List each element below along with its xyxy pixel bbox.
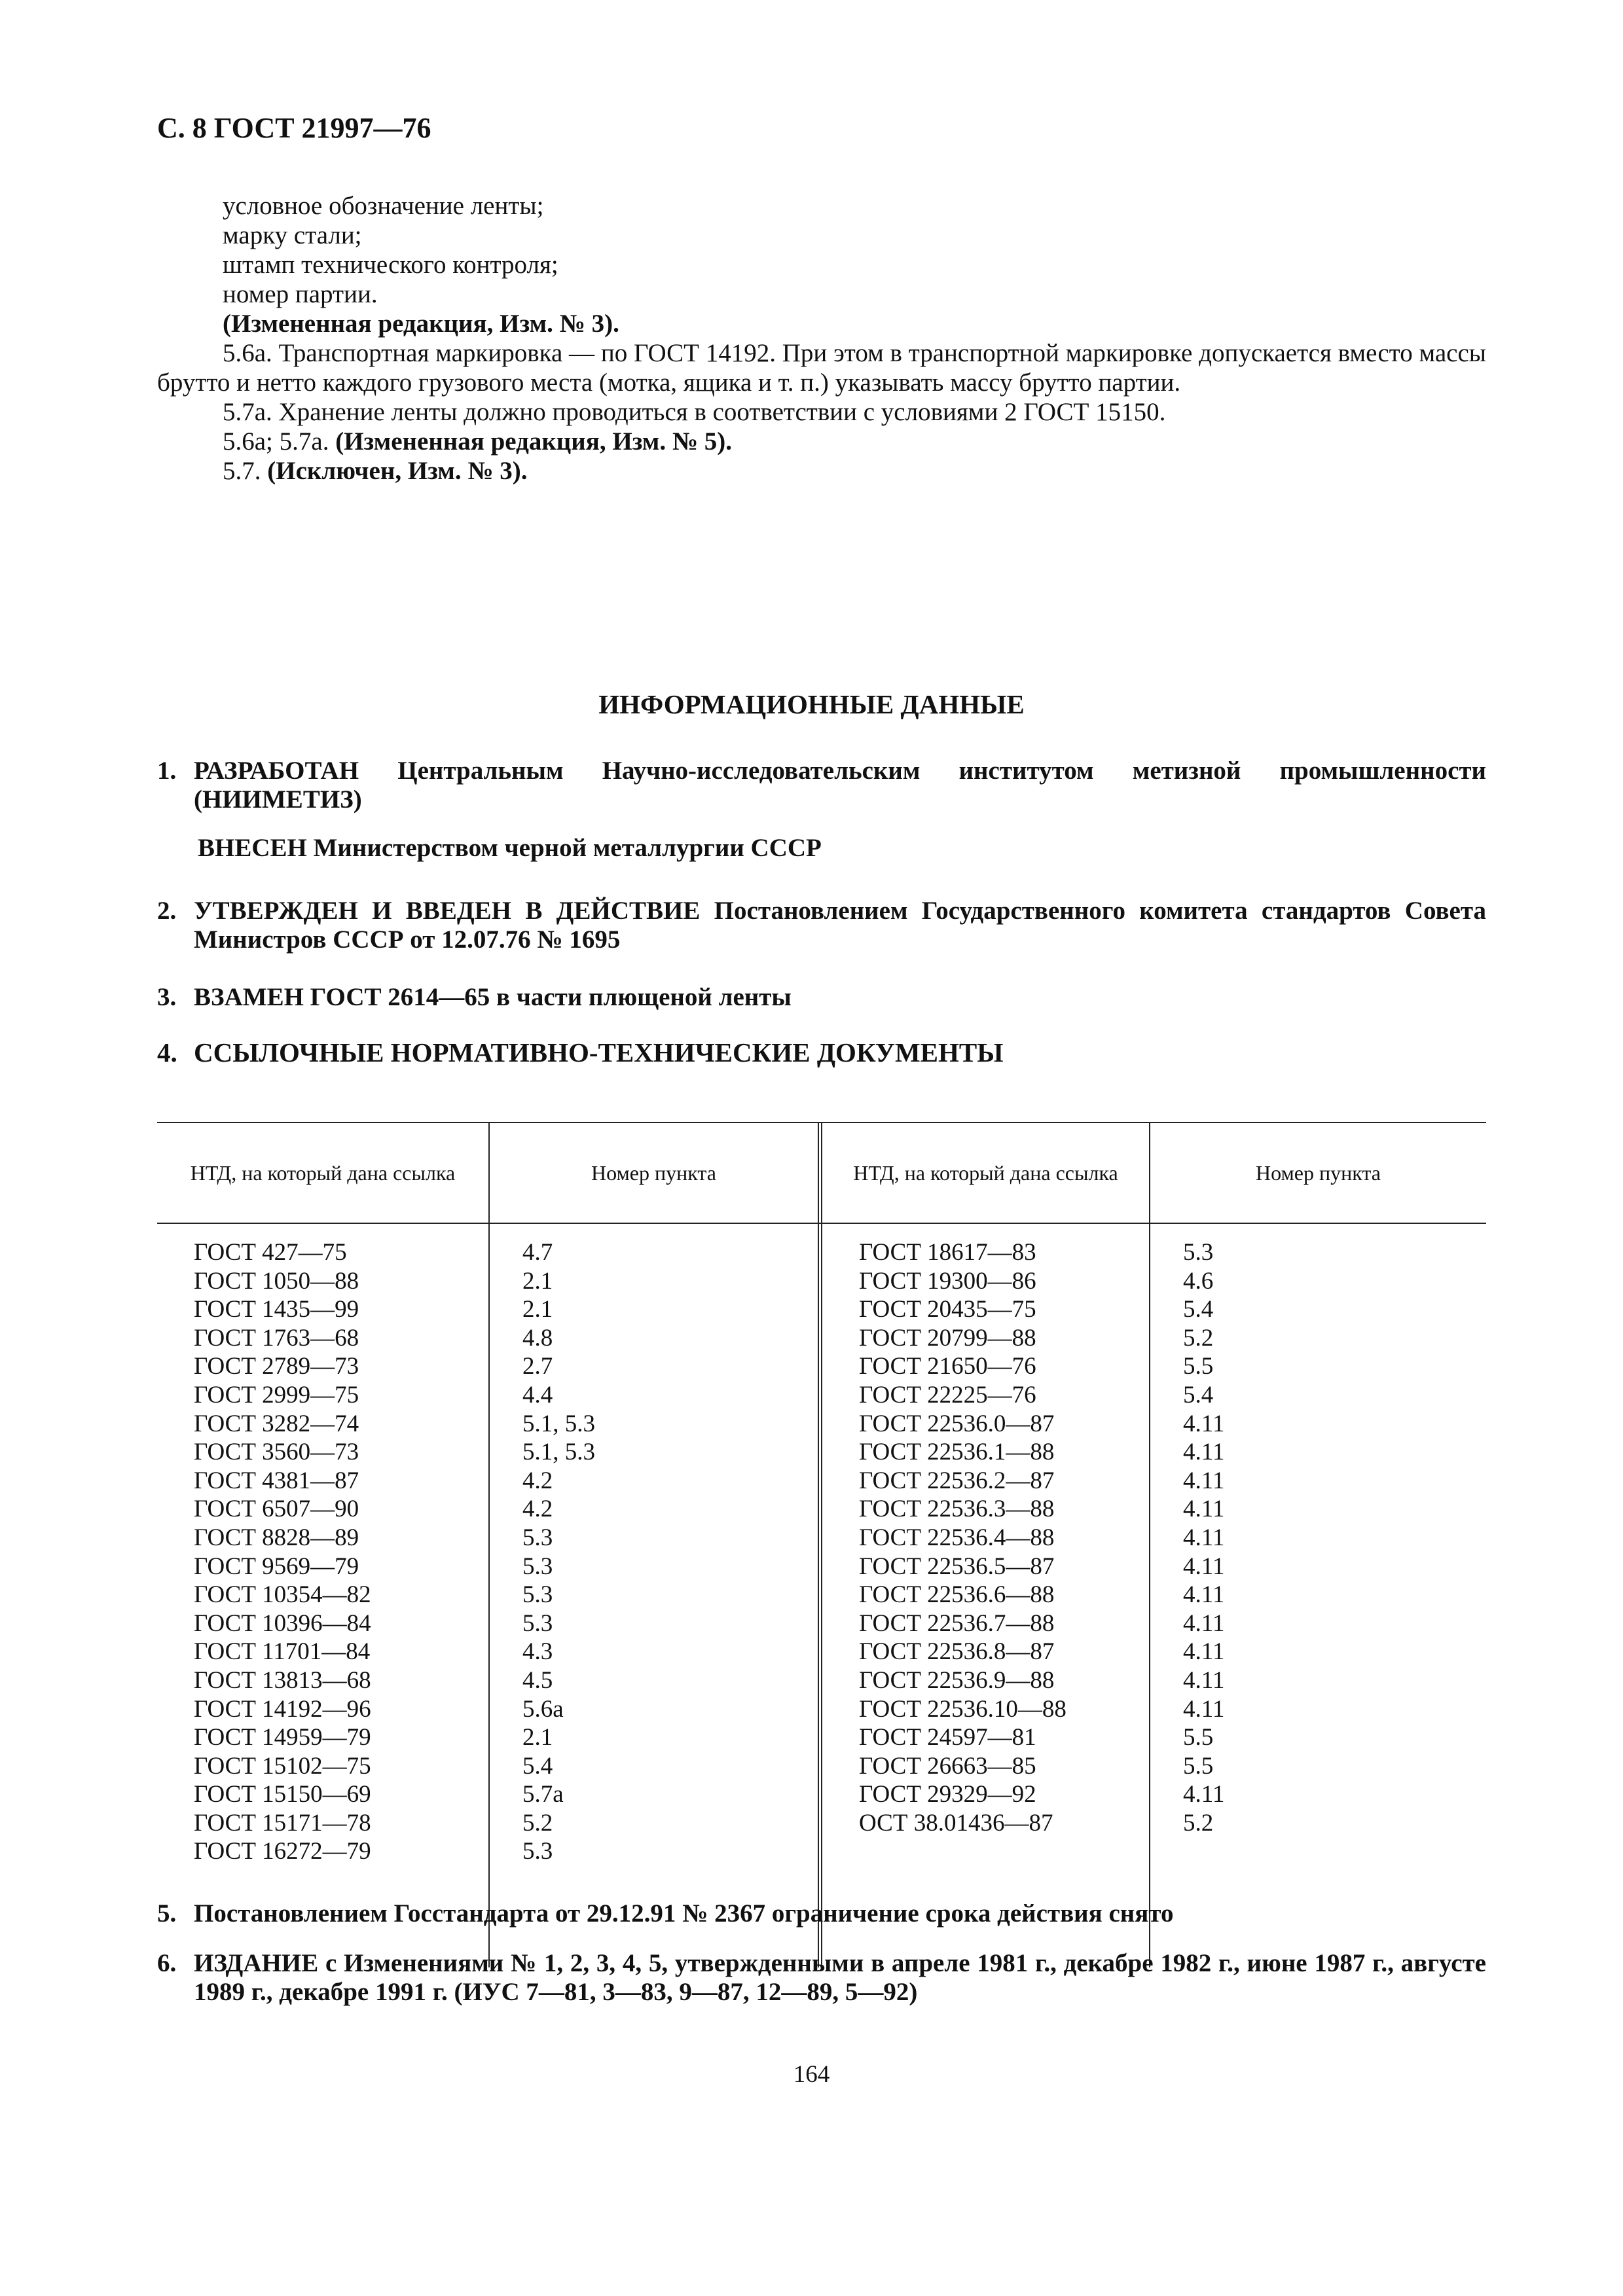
reference-doc: ГОСТ 29329—92: [859, 1781, 1036, 1808]
info-item-introduced: [157, 834, 1486, 863]
reference-doc: ГОСТ 427—75: [194, 1239, 347, 1266]
page-number: 164: [793, 2061, 830, 2088]
reference-point: 2.1: [522, 1296, 553, 1323]
reference-point: 2.1: [522, 1267, 553, 1295]
item-text: Постановлением Госстандарта от 29.12.91 № 2367 ограничение срока действия снято: [194, 1899, 1174, 1928]
item-label: ВНЕСЕН: [198, 834, 307, 862]
reference-point: 5.3: [522, 1581, 553, 1609]
item-number: 3.: [157, 983, 177, 1011]
reference-doc: ГОСТ 15150—69: [194, 1781, 371, 1808]
paragraph-5-7: [157, 456, 1486, 486]
marking-line-batch: номер партии.: [223, 280, 378, 308]
reference-point: 4.2: [522, 1467, 553, 1494]
table-header-row: [157, 1122, 1486, 1224]
reference-doc: ГОСТ 2999—75: [194, 1381, 359, 1408]
reference-point: 4.11: [1183, 1467, 1225, 1494]
item-label: ИЗДАНИЕ: [194, 1949, 319, 1977]
reference-doc: ГОСТ 20799—88: [859, 1324, 1036, 1352]
item-label: УТВЕРЖДЕН И ВВЕДЕН В ДЕЙСТВИЕ: [194, 897, 701, 925]
reference-point: 4.11: [1183, 1581, 1225, 1609]
left-point-column: [490, 1224, 818, 1866]
item-number: 5.: [157, 1899, 177, 1928]
reference-point: 4.6: [1183, 1267, 1214, 1295]
reference-doc: ГОСТ 13813—68: [194, 1666, 371, 1694]
reference-doc: ГОСТ 11701—84: [194, 1638, 371, 1666]
reference-point: 4.11: [1183, 1638, 1225, 1666]
reference-doc: ОСТ 38.01436—87: [859, 1809, 1053, 1837]
reference-doc: ГОСТ 3560—73: [194, 1439, 359, 1466]
reference-point: 5.3: [1183, 1239, 1214, 1266]
reference-point: 4.11: [1183, 1552, 1225, 1580]
page-header: С. 8 ГОСТ 21997—76: [157, 112, 431, 144]
marking-line-steel: марку стали;: [223, 221, 362, 249]
reference-doc: ГОСТ 10354—82: [194, 1581, 371, 1609]
reference-point: 5.3: [522, 1552, 553, 1580]
reference-point: 5.4: [1183, 1381, 1214, 1408]
reference-point: 5.5: [1183, 1752, 1214, 1780]
reference-doc: ГОСТ 22536.7—88: [859, 1609, 1055, 1637]
reference-doc: ГОСТ 10396—84: [194, 1609, 371, 1637]
amendment-text: (Измененная редакция, Изм. № 3).: [223, 310, 619, 338]
item-number: 4.: [157, 1037, 177, 1067]
reference-doc: ГОСТ 1763—68: [194, 1324, 359, 1352]
reference-doc: ГОСТ 26663—85: [859, 1752, 1036, 1780]
header-point-left: Номер пункта: [591, 1161, 716, 1185]
item-text: Министерством черной металлургии СССР: [313, 834, 822, 862]
reference-doc: ГОСТ 22536.5—87: [859, 1552, 1055, 1580]
section-5-text: [157, 191, 1486, 486]
reference-point: 5.2: [1183, 1809, 1214, 1837]
header-ntd-left: НТД, на который дана ссылка: [190, 1161, 456, 1185]
reference-doc: ГОСТ 15102—75: [194, 1752, 371, 1780]
info-list: [157, 757, 1486, 1086]
reference-doc: ГОСТ 22536.4—88: [859, 1524, 1055, 1551]
reference-point: 4.3: [522, 1638, 553, 1666]
right-doc-column: [822, 1224, 1149, 1837]
reference-doc: ГОСТ 22536.9—88: [859, 1666, 1055, 1694]
reference-point: 5.2: [522, 1809, 553, 1837]
reference-doc: ГОСТ 2789—73: [194, 1353, 359, 1380]
item-text: Постановлением Государственного комитета стандартов Совета Министров СССР от 12.07.76 № 1695: [194, 897, 1486, 954]
reference-point: 4.11: [1183, 1524, 1225, 1551]
marking-line-designation: условное обозначение ленты;: [223, 192, 544, 220]
reference-doc: ГОСТ 22536.1—88: [859, 1439, 1055, 1466]
paragraph-5-6a: 5.6а. Транспортная маркировка — по ГОСТ 14192. При этом в транспортной маркировке допускается вместо массы брутто и нетто каждого грузового места (мотка, ящика и т. п.) указывать массу брутто партии.: [157, 339, 1486, 397]
reference-doc: ГОСТ 20435—75: [859, 1296, 1036, 1323]
item-text: Центральным Научно-исследовательским институтом метизной промышленности (НИИМЕТИЗ): [194, 757, 1487, 814]
reference-doc: ГОСТ 21650—76: [859, 1353, 1036, 1380]
reference-point: 4.11: [1183, 1439, 1225, 1466]
reference-doc: ГОСТ 3282—74: [194, 1410, 359, 1437]
reference-doc: ГОСТ 19300—86: [859, 1267, 1036, 1295]
reference-doc: ГОСТ 16272—79: [194, 1838, 371, 1865]
reference-point: 4.4: [522, 1381, 553, 1408]
reference-doc: ГОСТ 22536.8—87: [859, 1638, 1055, 1666]
right-point-column: [1150, 1224, 1486, 1837]
reference-doc: ГОСТ 6507—90: [194, 1496, 359, 1523]
reference-point: 4.5: [522, 1666, 553, 1694]
amendment-text: (Измененная редакция, Изм. № 5).: [335, 427, 733, 456]
reference-point: 5.3: [522, 1524, 553, 1551]
reference-point: 4.11: [1183, 1496, 1225, 1523]
item-text: в части плющеной ленты: [496, 983, 792, 1011]
info-item-developed: [157, 757, 1486, 814]
reference-doc: ГОСТ 1435—99: [194, 1296, 359, 1323]
reference-doc: ГОСТ 14192—96: [194, 1695, 371, 1723]
reference-doc: ГОСТ 1050—88: [194, 1267, 359, 1295]
reference-doc: ГОСТ 18617—83: [859, 1239, 1036, 1266]
reference-doc: ГОСТ 14959—79: [194, 1724, 371, 1751]
reference-point: 5.4: [1183, 1296, 1214, 1323]
amendment-note-5: [157, 427, 1486, 456]
reference-point: 5.2: [1183, 1324, 1214, 1352]
reference-point: 4.11: [1183, 1609, 1225, 1637]
marking-line-stamp: штамп технического контроля;: [223, 251, 558, 279]
info-item-references: [157, 1038, 1486, 1067]
reference-documents-table: [157, 1122, 1486, 1967]
info-item-validity: [157, 1899, 1486, 1928]
reference-point: 5.1, 5.3: [522, 1410, 595, 1437]
reference-point: 2.7: [522, 1353, 553, 1380]
item-number: 1.: [157, 757, 177, 785]
reference-point: 4.8: [522, 1324, 553, 1352]
reference-doc: ГОСТ 22536.2—87: [859, 1467, 1055, 1494]
info-section-title: ИНФОРМАЦИОННЫЕ ДАННЫЕ: [598, 689, 1025, 719]
reference-doc: ГОСТ 9569—79: [194, 1552, 359, 1580]
header-point-right: Номер пункта: [1256, 1161, 1381, 1185]
reference-point: 5.7а: [522, 1781, 564, 1808]
header-ntd-right: НТД, на который дана ссылка: [853, 1161, 1118, 1185]
reference-doc: ГОСТ 8828—89: [194, 1524, 359, 1551]
paragraph-prefix: 5.7.: [223, 457, 261, 485]
reference-point: 5.5: [1183, 1724, 1214, 1751]
info-item-edition: [157, 1949, 1486, 2007]
reference-point: 5.6а: [522, 1695, 564, 1723]
reference-point: 4.2: [522, 1496, 553, 1523]
item-number: 6.: [157, 1949, 177, 1977]
table-body: [157, 1224, 1486, 1967]
reference-point: 4.11: [1183, 1781, 1225, 1808]
reference-doc: ГОСТ 22225—76: [859, 1381, 1036, 1408]
item-label: ССЫЛОЧНЫЕ НОРМАТИВНО-ТЕХНИЧЕСКИЕ ДОКУМЕНТЫ: [194, 1037, 1004, 1067]
left-doc-column: [157, 1224, 488, 1866]
reference-point: 5.5: [1183, 1353, 1214, 1380]
reference-point: 4.7: [522, 1239, 553, 1266]
reference-doc: ГОСТ 4381—87: [194, 1467, 359, 1494]
item-number: 2.: [157, 897, 177, 925]
reference-point: 5.4: [522, 1752, 553, 1780]
amendment-prefix: 5.6а; 5.7а.: [223, 427, 329, 456]
reference-point: 2.1: [522, 1724, 553, 1751]
info-list-continued: [157, 1899, 1486, 2028]
reference-point: 4.11: [1183, 1666, 1225, 1694]
reference-point: 5.3: [522, 1838, 553, 1865]
reference-doc: ГОСТ 15171—78: [194, 1809, 371, 1837]
item-label: РАЗРАБОТАН: [194, 757, 359, 785]
reference-doc: ГОСТ 22536.10—88: [859, 1695, 1067, 1723]
info-item-approved: [157, 897, 1486, 954]
reference-doc: ГОСТ 22536.0—87: [859, 1410, 1055, 1437]
item-text: с Изменениями № 1, 2, 3, 4, 5, утвержденными в апреле 1981 г., декабре 1982 г., июне 1987 г., августе 1989 г., декабре 1991 г. (ИУС 7—81, 3—83, 9—87, 12—89, 5—92): [194, 1949, 1486, 2006]
excluded-note: (Исключен, Изм. № 3).: [267, 457, 528, 485]
reference-point: 4.11: [1183, 1695, 1225, 1723]
reference-point: 5.1, 5.3: [522, 1439, 595, 1466]
item-label: ВЗАМЕН ГОСТ 2614—65: [194, 983, 490, 1011]
reference-doc: ГОСТ 22536.3—88: [859, 1496, 1055, 1523]
reference-doc: ГОСТ 24597—81: [859, 1724, 1036, 1751]
reference-point: 5.3: [522, 1609, 553, 1637]
reference-point: 4.11: [1183, 1410, 1225, 1437]
info-item-replaces: [157, 983, 1486, 1012]
reference-doc: ГОСТ 22536.6—88: [859, 1581, 1055, 1609]
paragraph-5-7a: 5.7а. Хранение ленты должно проводиться в соответствии с условиями 2 ГОСТ 15150.: [223, 398, 1166, 426]
amendment-note-3: [157, 309, 1486, 338]
